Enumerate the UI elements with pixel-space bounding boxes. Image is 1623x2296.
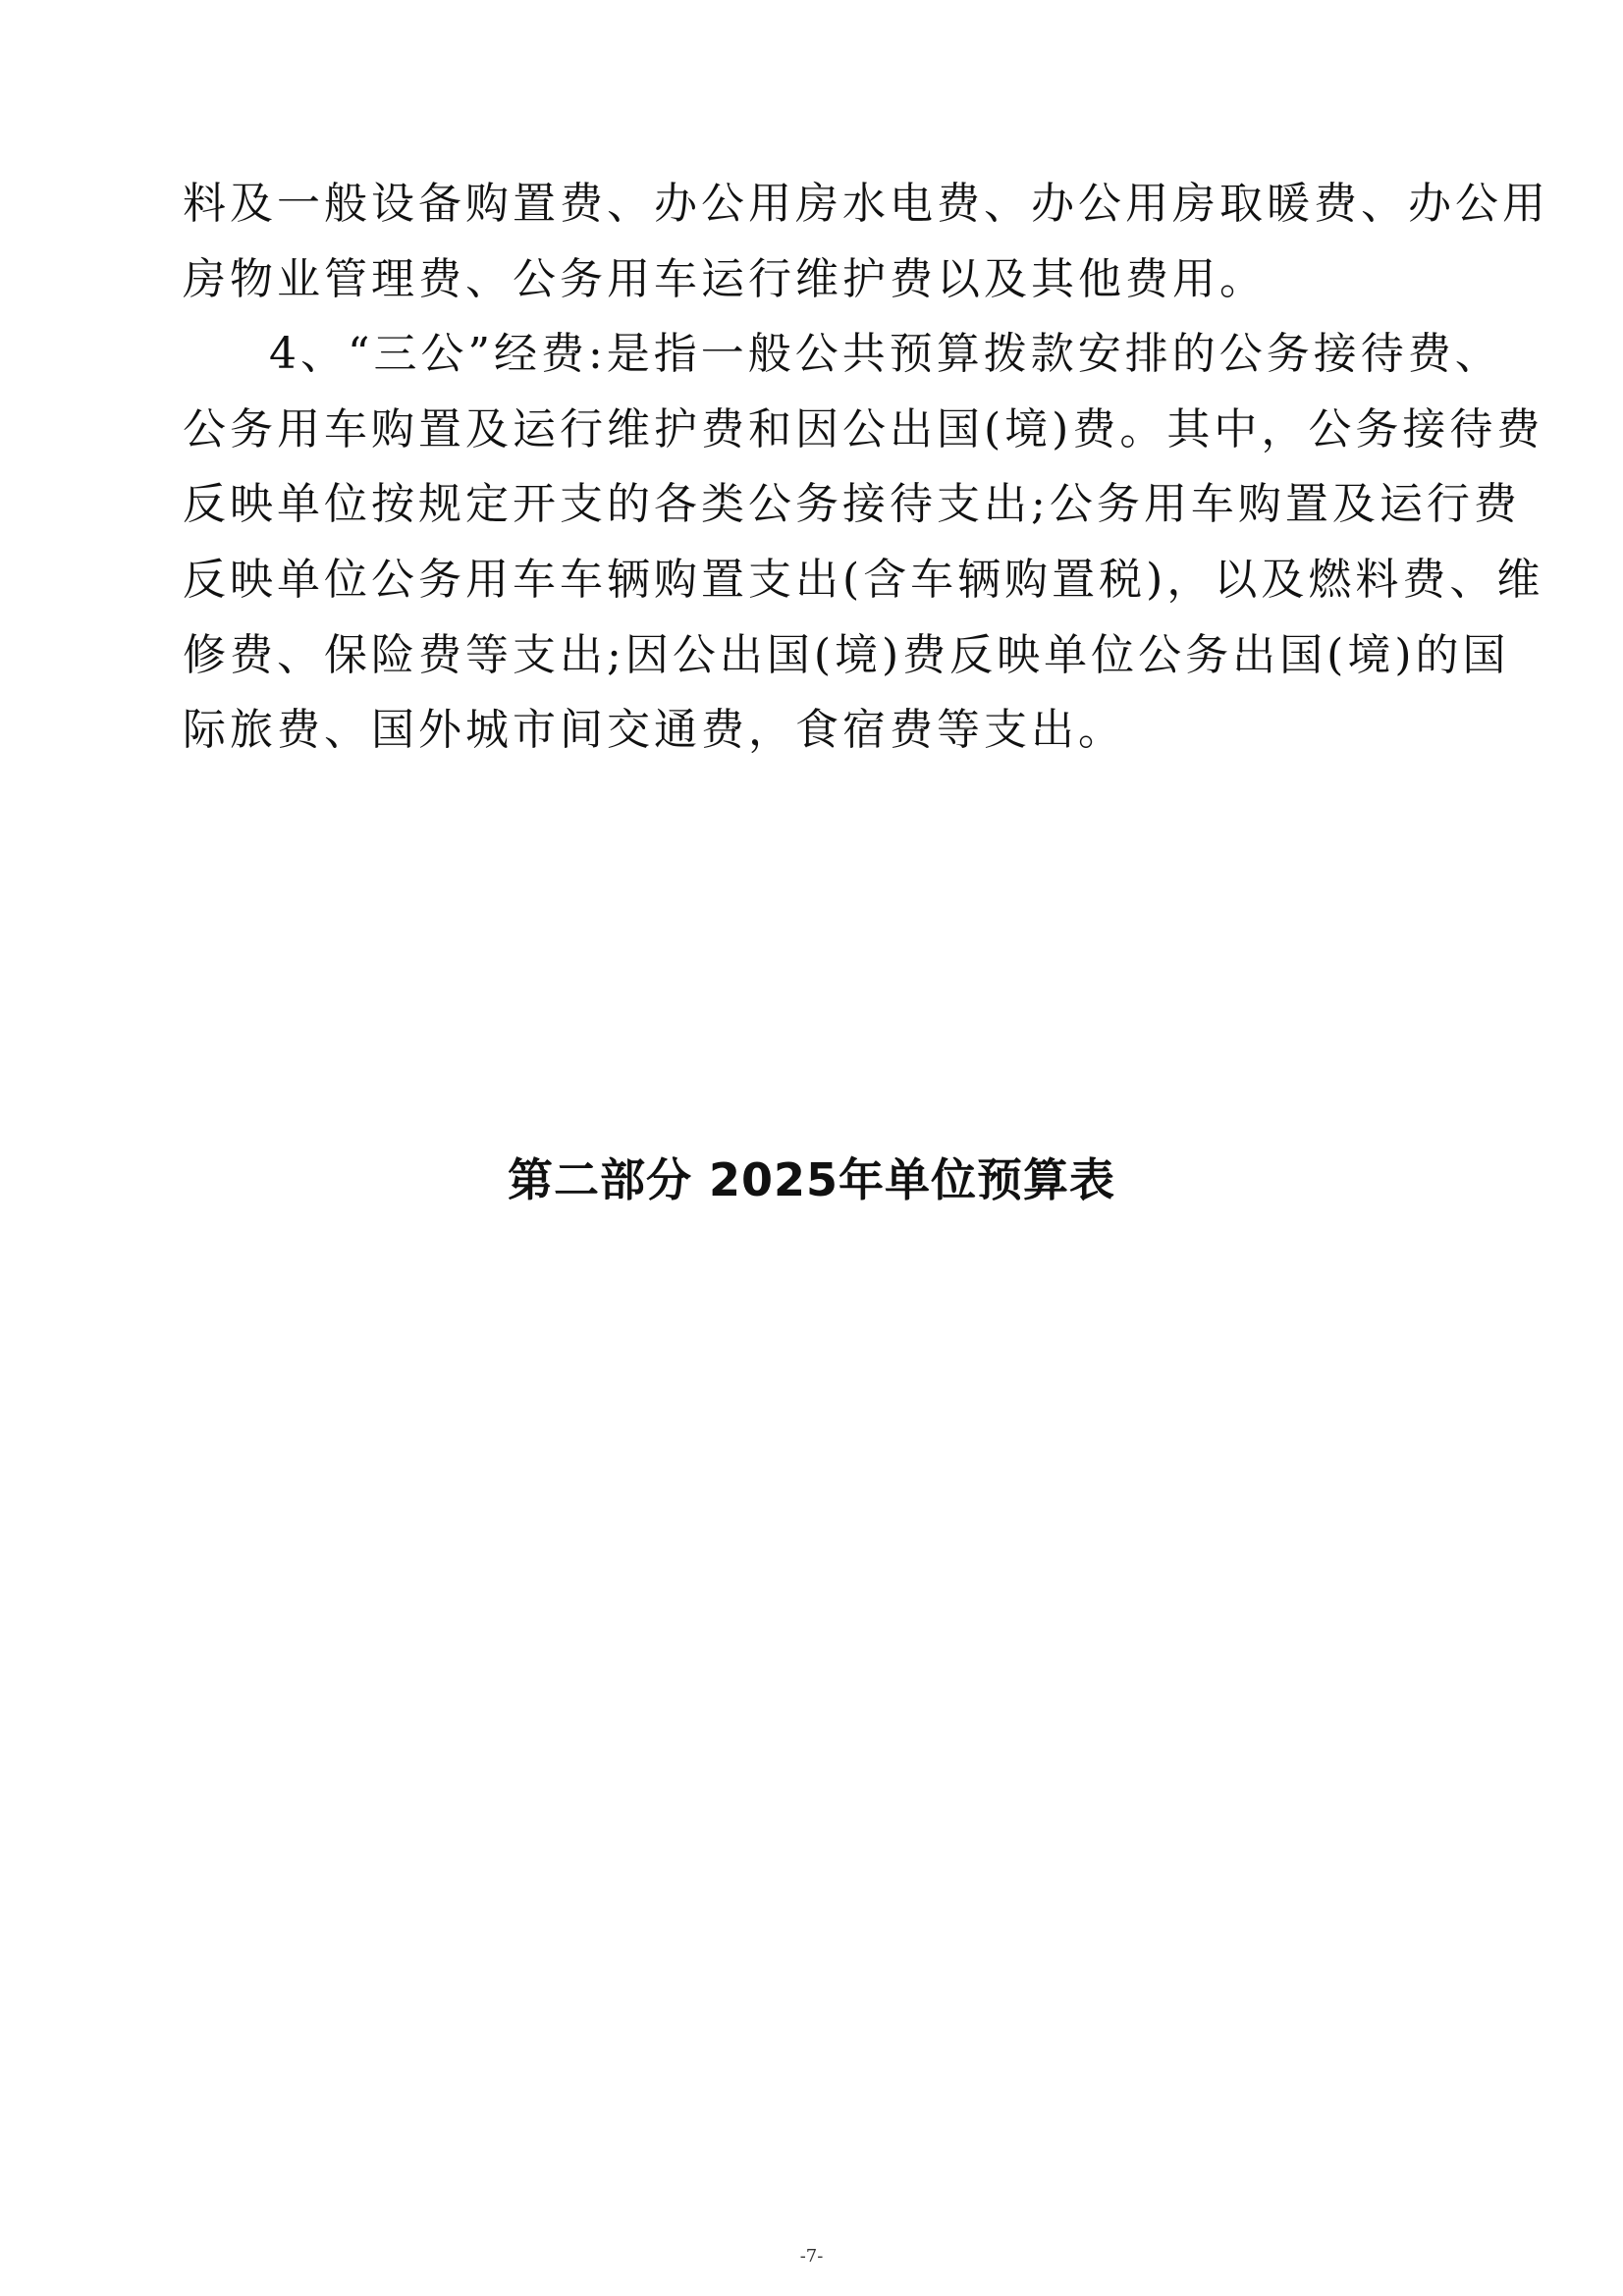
- body-line: 料及一般设备购置费、办公用房水电费、办公用房取暖费、办公用: [183, 179, 1549, 229]
- body-line: 反映单位公务用车车辆购置支出(含车辆购置税)，以及燃料费、维: [183, 554, 1544, 605]
- body-line: 房物业管理费、公务用车运行维护费以及其他费用。: [183, 253, 1267, 304]
- body-line: 际旅费、国外城市间交通费，食宿费等支出。: [183, 705, 1125, 756]
- body-text: [183, 167, 1549, 769]
- body-line: 修费、保险费等支出;因公出国(境)费反映单位公务出国(境)的国: [183, 629, 1510, 680]
- section-title: 第二部分 2025年单位预算表: [507, 1153, 1116, 1206]
- body-line: 公务用车购置及运行维护费和因公出国(境)费。其中，公务接待费: [183, 403, 1544, 454]
- page-number: -7-: [799, 2246, 824, 2267]
- body-line: 反映单位按规定开支的各类公务接待支出;公务用车购置及运行费: [183, 479, 1521, 530]
- body-line: 4、“三公”经费:是指一般公共预算拨款安排的公务接待费、: [269, 329, 1502, 380]
